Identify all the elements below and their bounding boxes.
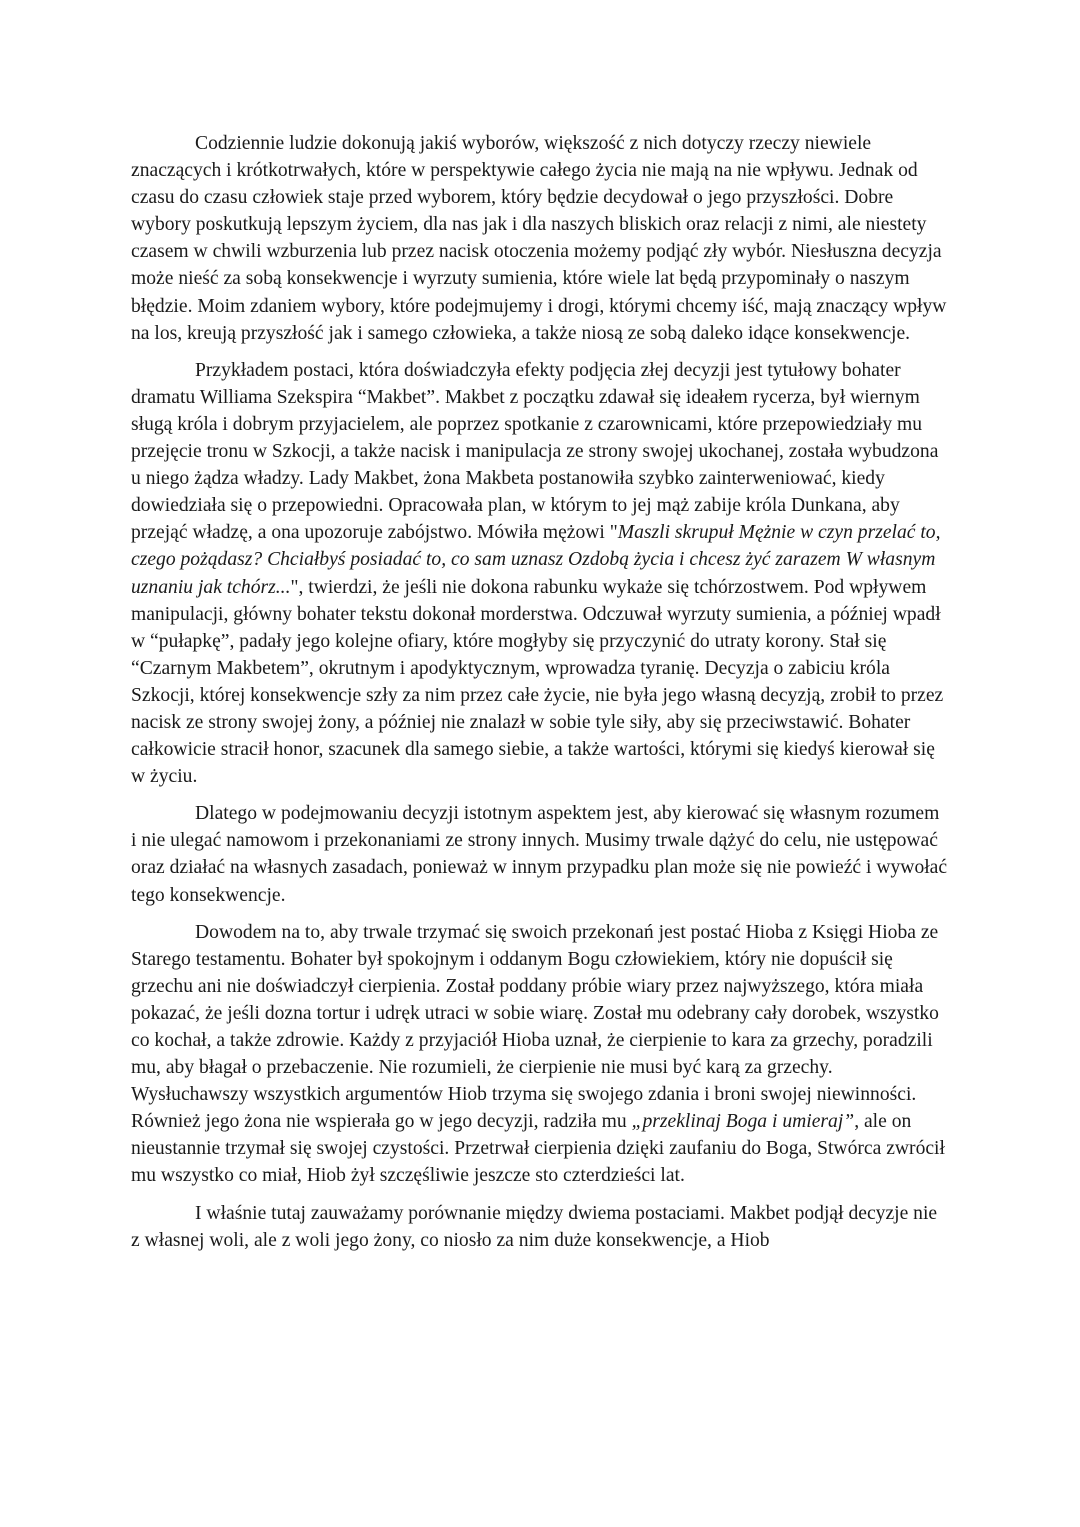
paragraph-3 — [131, 800, 949, 908]
text-segment: I właśnie tutaj zauważamy porównanie między dwiema postaciami. Makbet podjął decyzje nie z własnej woli, ale z woli jego żony, co niosło za nim duże konsekwencje, a Hiob — [131, 1202, 938, 1251]
quote-italic: Maszli skrupuł Mężnie w czyn przelać to, czego pożądasz? Chciałbyś posiadać to, co sam uznasz Ozdobą życia i chcesz żyć zarazem W własnym uznaniu jak tchórz... — [131, 522, 941, 598]
paragraph-5 — [131, 1200, 949, 1254]
essay-body — [131, 130, 949, 1264]
paragraph-4 — [131, 919, 949, 1190]
text-segment: Codziennie ludzie dokonują jakiś wyborów, większość z nich dotyczy rzeczy niewiele znaczących i krótkotrwałych, które w perspektywie całego życia nie mają na nie wpływu. Jednak od czasu do czasu człowiek staje przed wyborem, który będzie decydował o jego przyszłości. Dobre wybory poskutkują lepszym życiem, dla nas jak i dla naszych bliskich oraz relacji z nimi, ale niestety czasem w chwili wzburzenia lub przez nacisk otoczenia możemy podjąć zły wybór. Niesłuszna decyzja może nieść za sobą konsekwencje i wyrzuty sumienia, które wiele lat będą przypominały o naszym błędzie. Moim zdaniem wybory, które podejmujemy i drogi, którymi chcemy iść, mają znaczący wpływ na los, kreują przyszłość jak i samego człowieka, a także niosą ze sobą daleko idące konsekwencje. — [131, 133, 947, 344]
text-segment: Dlatego w podejmowaniu decyzji istotnym aspektem jest, aby kierować się własnym rozumem i nie ulegać namowom i przekonaniami ze strony innych. Musimy trwale dążyć do celu, nie ustępować oraz działać na własnych zasadach, ponieważ w innym przypadku plan może się nie powieźć i wywołać tego konsekwencje. — [131, 803, 948, 906]
text-segment: Przykładem postaci, która doświadczyła efekty podjęcia złej decyzji jest tytułowy bohater dramatu Williama Szekspira “Makbet”. Makbet z początku zdawał się ideałem rycerza, był wiernym sługą króla i dobrym przyjacielem, ale poprzez spotkanie z czarownicami, które przepowiedziały mu przejęcie tronu w Szkocji, a także nacisk i manipulacja ze strony swojej ukochanej, została wybudzona u niego żądza władzy. Lady Makbet, żona Makbeta postanowiła szybko zainterweniować, kiedy dowiedziała się o przepowiedni. Opracowała plan, w którym to jej mąż zabije króla Dunkana, aby przejąć władzę, a ona upozoruje zabójstwo. Mówiła mężowi " — [131, 359, 939, 544]
quote-italic: „przeklinaj Boga i umieraj” — [631, 1111, 855, 1133]
text-segment: ", twierdzi, że jeśli nie dokona rabunku wykaże się tchórzostwem. Pod wpływem manipulacji, główny bohater tekstu dokonał morderstwa. Odczuwał wyrzuty sumienia, a później wpadł w “pułapkę”, padały jego kolejne ofiary, które mogłyby się przyczynić do utraty korony. Stał się “Czarnym Makbetem”, okrutnym i apodyktycznym, wprowadza tyranię. Decyzja o zabiciu króla Szkocji, której konsekwencje szły za nim przez całe życie, nie była jego własną decyzją, zrobił to przez nacisk ze strony swojej żony, a później nie znalazł w sobie tyle siły, aby się przeciwstawić. Bohater całkowicie stracił honor, szacunek dla samego siebie, a także wartości, którymi się kiedyś kierował się w życiu. — [131, 576, 944, 788]
text-segment: Dowodem na to, aby trwale trzymać się swoich przekonań jest postać Hioba z Księgi Hioba ze Starego testamentu. Bohater był spokojnym i oddanym Bogu człowiekiem, który nie dopuścił się grzechu ani nie doświadczył cierpienia. Został poddany próbie wiary przez najwyższego, która miała pokazać, że jeśli dozna tortur i udręk utraci w sobie wiarę. Został mu odebrany cały dorobek, wszystko co kochał, a także zdrowie. Każdy z przyjaciół Hioba uznał, że cierpienie to kara za grzechy, poradzili mu, aby błagał o przebaczenie. Nie rozumieli, że cierpienie nie musi być karą za grzechy. Wysłuchawszy wszystkich argumentów Hiob trzyma się swojego zdania i broni swojej niewinności. Również jego żona nie wspierała go w jego decyzji, radziła mu — [131, 921, 939, 1133]
text-segment: , ale on nieustannie trzymał się swojej czystości. Przetrwał cierpienia dzięki zaufaniu do Boga, Stwórca zwrócił mu wszystko co miał, Hiob żył szczęśliwie jeszcze sto czterdzieści lat. — [131, 1111, 945, 1187]
paragraph-1 — [131, 130, 949, 347]
paragraph-2 — [131, 357, 949, 791]
